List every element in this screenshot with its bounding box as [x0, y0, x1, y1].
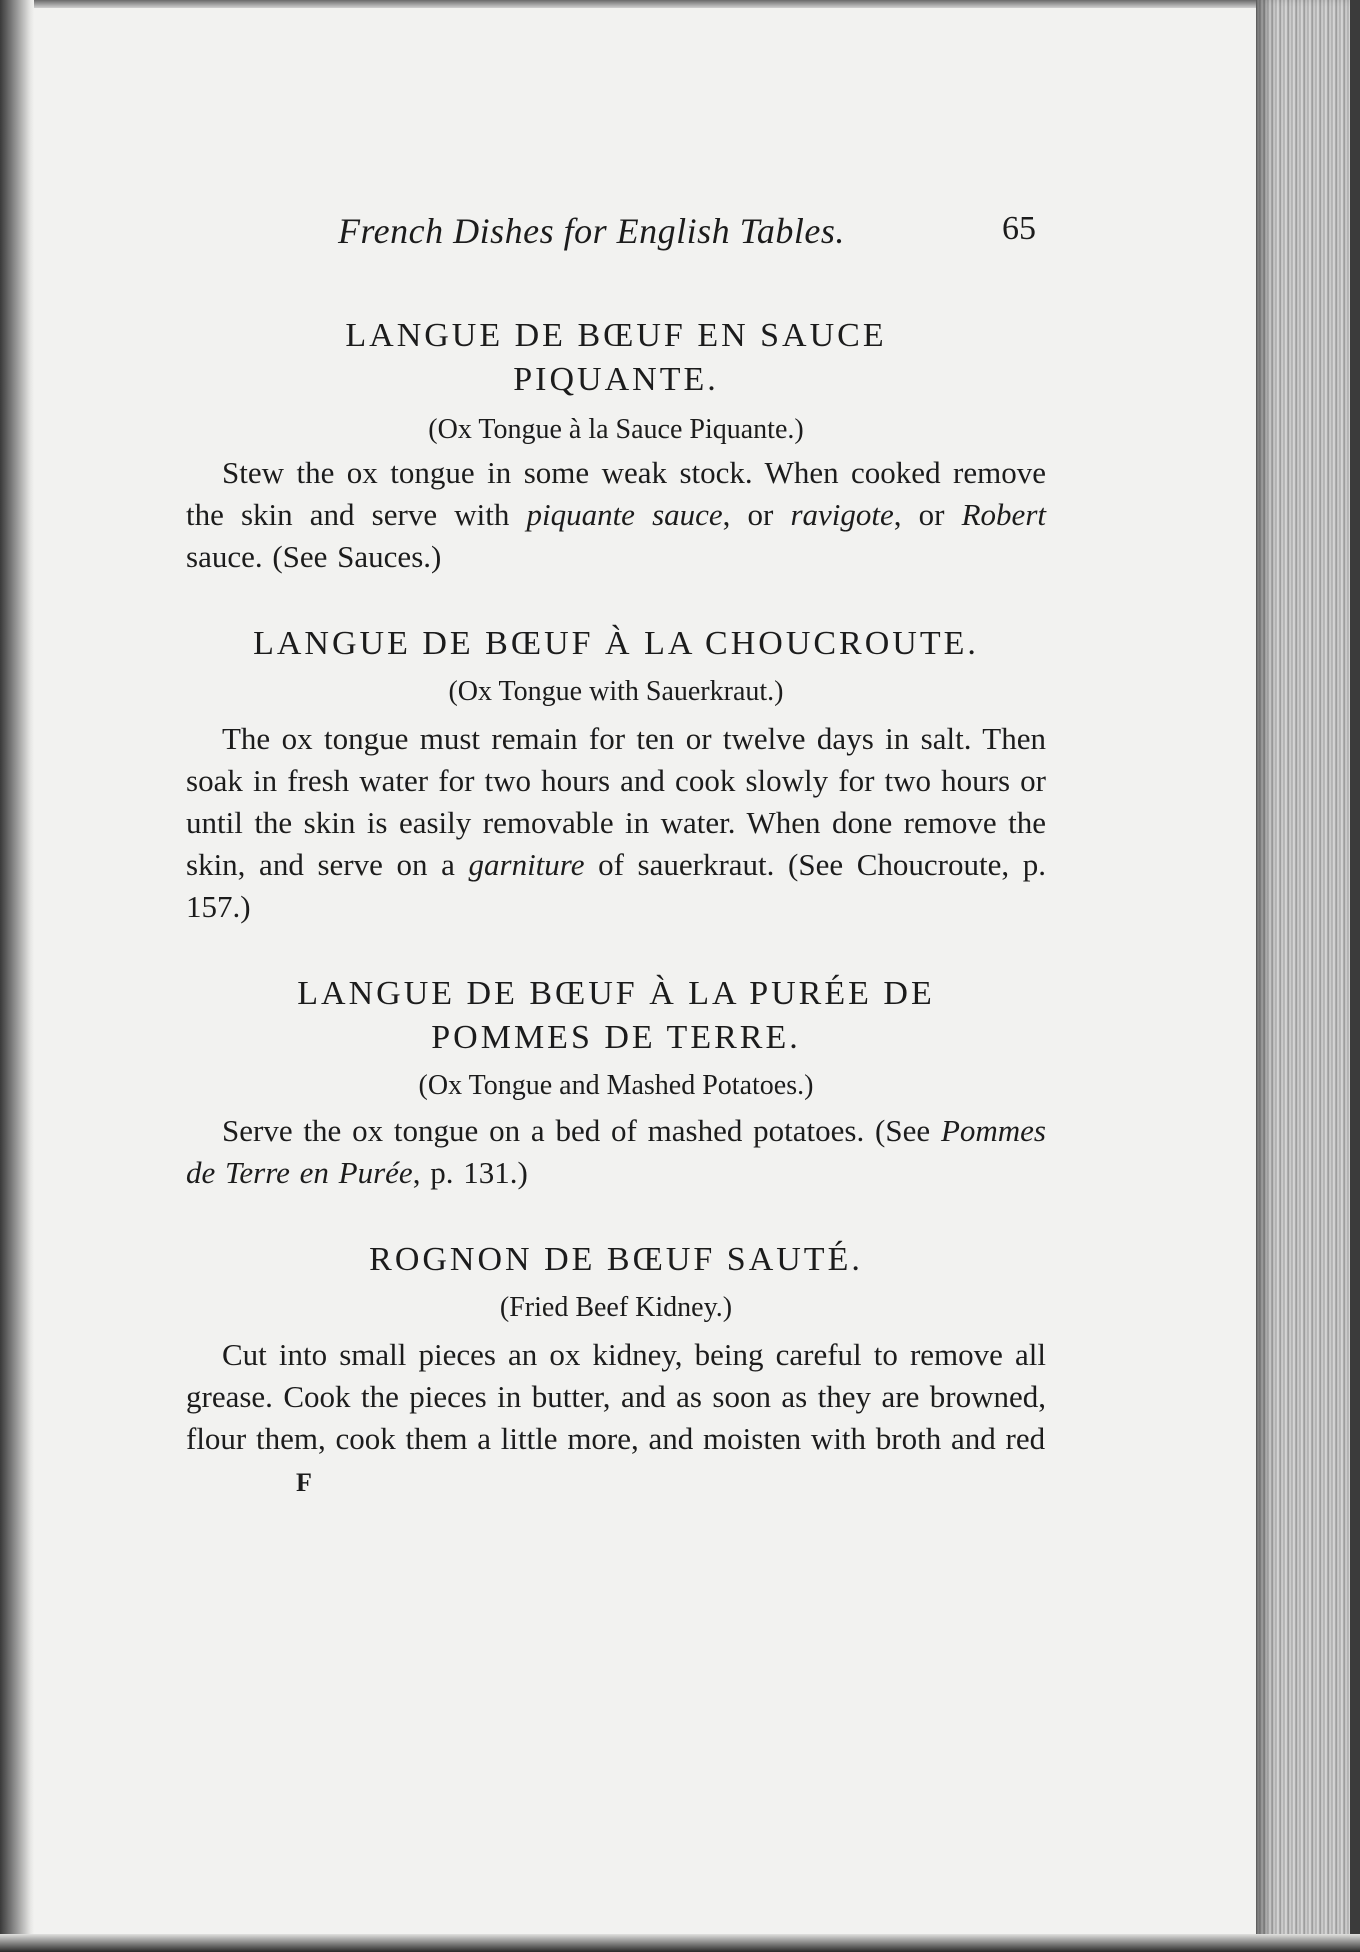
recipe-title	[186, 972, 1046, 1060]
recipe-title-line1: LANGUE DE BŒUF EN SAUCE	[345, 317, 887, 354]
recipe-title-line1: LANGUE DE BŒUF À LA CHOUCROUTE.	[253, 625, 979, 662]
recipe-body: Stew the ox tongue in some weak stock. When cooked remove the skin and serve with piquante sauce, or ravigote, or Robert sauce. (See Sauces.)	[186, 455, 1046, 574]
recipe-body: The ox tongue must remain for ten or twelve days in salt. Then soak in fresh water for two hours and cook slowly for two hours or until the skin is easily removable in water. When done remove the skin, and serve on a garniture of sauerkraut. (See Choucroute, p. 157.)	[186, 721, 1046, 924]
recipe-subtitle: (Ox Tongue à la Sauce Piquante.)	[428, 414, 804, 445]
recipe-rognon-saute	[186, 1238, 1046, 1460]
recipe-title-line2: PIQUANTE.	[513, 361, 719, 398]
recipe-title-line2: POMMES DE TERRE.	[431, 1019, 801, 1056]
recipe-title	[186, 622, 1046, 666]
recipe-title-line1: LANGUE DE BŒUF À LA PURÉE DE	[297, 975, 935, 1012]
recipe-title	[186, 1238, 1046, 1282]
recipe-subtitle: (Ox Tongue with Sauerkraut.)	[448, 676, 784, 707]
recipe-subtitle: (Ox Tongue and Mashed Potatoes.)	[418, 1070, 814, 1101]
recipe-title	[186, 314, 1046, 402]
binding-shadow	[0, 0, 34, 1952]
page-number: 65	[1002, 210, 1036, 247]
bottom-edge-shadow	[0, 1934, 1360, 1952]
recipe-subtitle: (Fried Beef Kidney.)	[499, 1292, 733, 1323]
recipe-langue-sauce-piquante	[186, 314, 1046, 578]
recipe-langue-choucroute	[186, 622, 1046, 928]
page-edges	[1256, 0, 1360, 1952]
running-head-title: French Dishes for English Tables.	[338, 211, 845, 251]
top-edge-shadow	[0, 0, 1360, 8]
running-head	[186, 210, 1046, 264]
recipe-body: Serve the ox tongue on a bed of mashed potatoes. (See Pommes de Terre en Purée, p. 131.)	[186, 1113, 1046, 1190]
recipe-langue-puree	[186, 972, 1046, 1194]
signature-mark: F	[296, 1468, 312, 1497]
recipe-body: Cut into small pieces an ox kidney, being careful to remove all grease. Cook the pieces in butter, and as soon as they are browned, flour them, cook them a little more, and moisten with broth and red	[186, 1337, 1046, 1456]
page-content	[186, 210, 1046, 1498]
recipe-title-line1: ROGNON DE BŒUF SAUTÉ.	[369, 1241, 863, 1278]
